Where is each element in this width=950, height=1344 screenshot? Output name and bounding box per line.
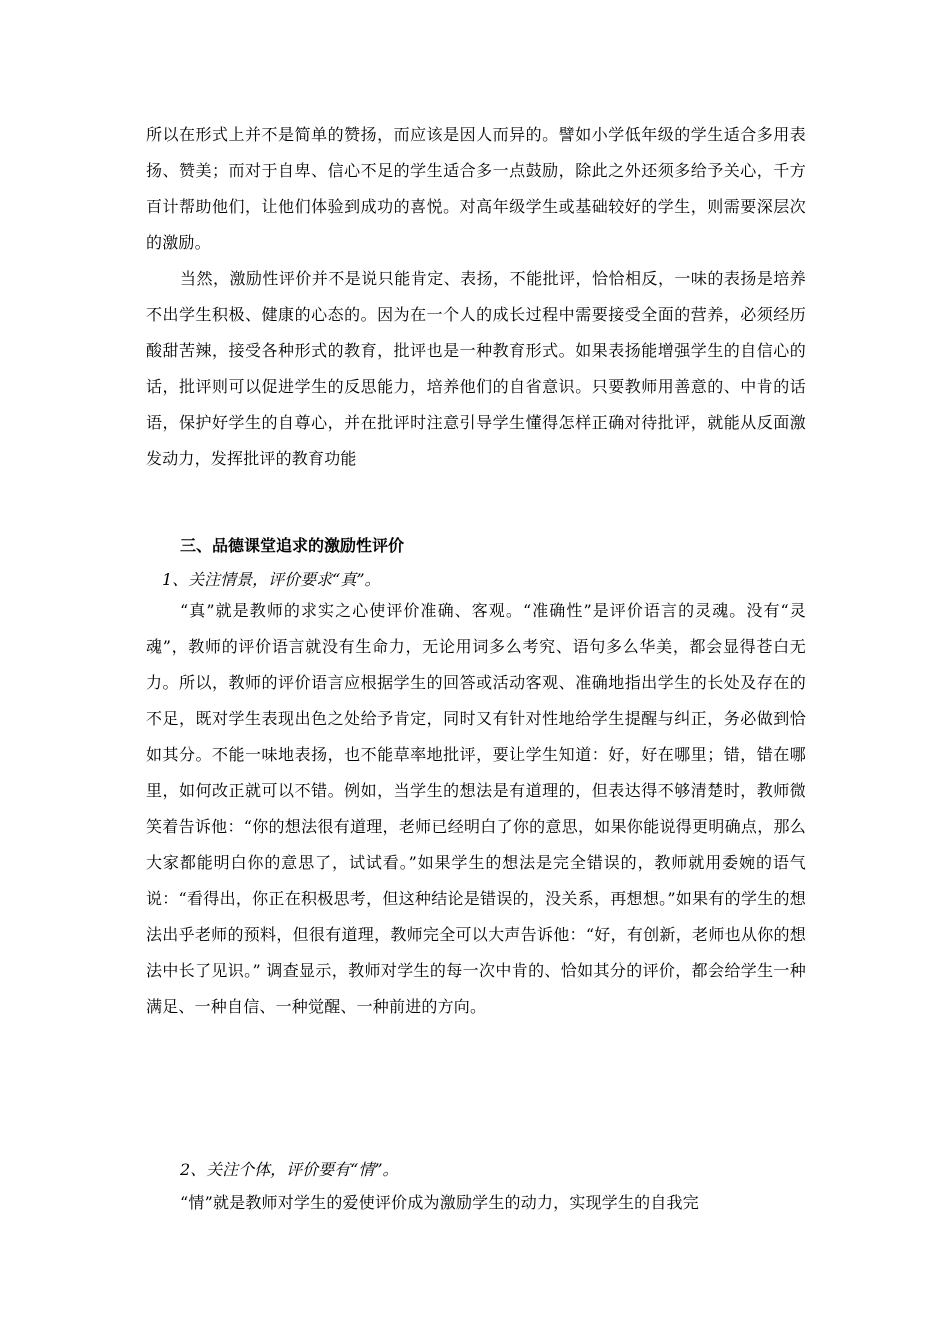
subheading-emotion: 2、关注个体，评价要有“情”。	[180, 1160, 399, 1179]
paragraph-truth: “真”就是教师的求实之心使评价准确、客观。“准确性”是评价语言的灵魂。没有“灵魂”，教师的评价语言就没有生命力，无论用词多么考究、语句多么华美，都会显得苍白无力。所以，教师的评价语言应根据学生的回答或活动客观、准确地指出学生的长处及存在的不足，既对学生表现出色之处给予肯定，同时又有针对性地给学生提醒与纠正，务必做到恰如其分。不能一味地表扬，也不能草率地批评，要让学生知道：好，好在哪里；错，错在哪里，如何改正就可以不错。例如，当学生的想法是有道理的，但表达得不够清楚时，教师微笑着告诉他：“你的想法很有道理，老师已经明白了你的意思，如果你能说得更明确点，那么大家都能明白你的意思了，试试看。”如果学生的想法是完全错误的，教师就用委婉的语气说：“看得出，你正在积极思考，但这种结论是错误的，没关系，再想想。”如果有的学生的想法出乎老师的预料，但很有道理，教师完全可以大声告诉他：“好，有创新，老师也从你的想法中长了见识。” 调查显示，教师对学生的每一次中肯的、恰如其分的评价，都会给学生一种满足、一种自信、一种觉醒、一种前进的方向。	[146, 601, 806, 1016]
paragraph-criticism: 当然，激励性评价并不是说只能肯定、表扬，不能批评，恰恰相反，一味的表扬是培养不出学生积极、健康的心态的。因为在一个人的成长过程中需要接受全面的营养，必须经历酸甜苦辣，接受各种形式的教育，批评也是一种教育形式。如果表扬能增强学生的自信心的话，批评则可以促进学生的反思能力，培养他们的自省意识。只要教师用善意的、中肯的话语，保护好学生的自尊心，并在批评时注意引导学生懂得怎样正确对待批评，就能从反面激发动力，发挥批评的教育功能	[146, 269, 806, 468]
paragraph-praise-differentiation: 所以在形式上并不是简单的赞扬，而应该是因人而异的。譬如小学低年级的学生适合多用表扬、赞美；而对于自卑、信心不足的学生适合多一点鼓励，除此之外还须多给予关心，千方百计帮助他们，让他们体验到成功的喜悦。对高年级学生或基础较好的学生，则需要深层次的激励。	[146, 125, 806, 252]
section-heading: 三、品德课堂追求的激励性评价	[180, 536, 405, 555]
subheading-truth: 1、关注情景，评价要求“真”。	[162, 570, 381, 589]
paragraph-emotion: “情”就是教师对学生的爱使评价成为激励学生的动力，实现学生的自我完	[180, 1193, 699, 1212]
